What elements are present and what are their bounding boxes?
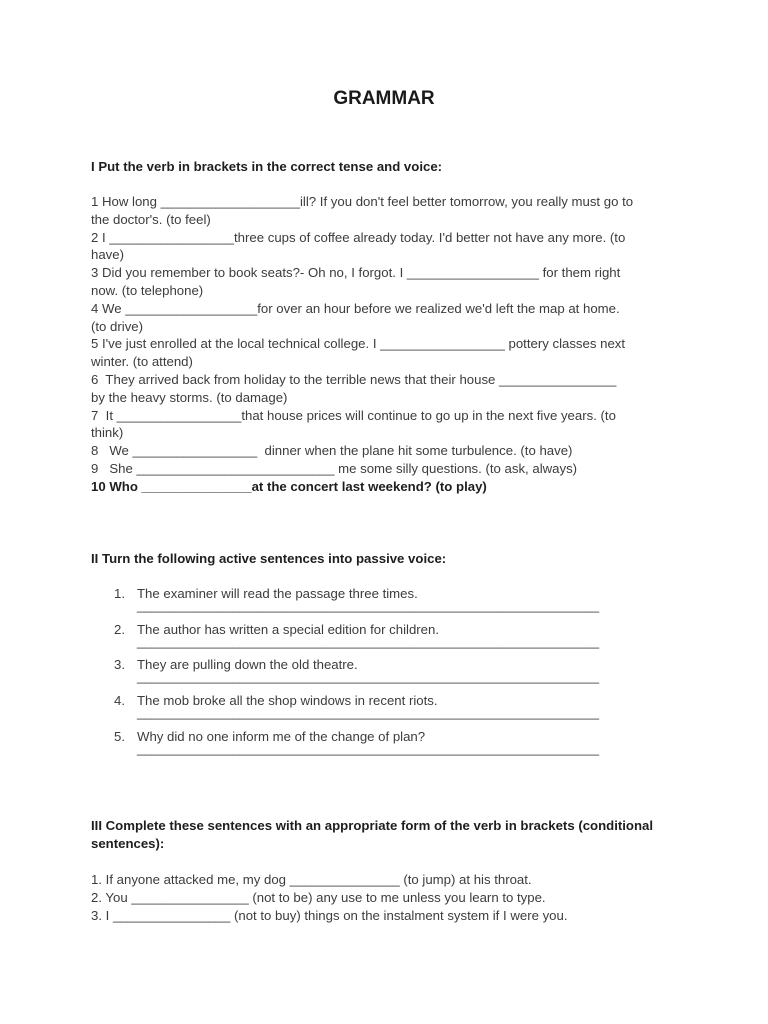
- section2-heading: II Turn the following active sentences into passive voice:: [91, 551, 447, 566]
- section1-line: 7 It _________________that house prices will continue to go up in the next five years. (to: [91, 407, 616, 423]
- item-number: 3.: [114, 657, 125, 672]
- section3-line: 1. If anyone attacked me, my dog _______________ (to jump) at his throat.: [91, 872, 532, 887]
- section3-heading: III Complete these sentences with an appropriate form of the verb in brackets (conditional sentences):: [91, 818, 654, 851]
- section1-line: now. (to telephone): [91, 282, 204, 298]
- item-sentence: The examiner will read the passage three times.: [137, 586, 418, 601]
- item-sentence: The author has written a special edition for children.: [137, 622, 440, 637]
- item-number: 2.: [114, 622, 125, 637]
- page-title: GRAMMAR: [333, 88, 435, 109]
- item-number: 4.: [114, 693, 125, 708]
- section1-heading: I Put the verb in brackets in the correct tense and voice:: [91, 159, 443, 174]
- item-number: 1.: [114, 586, 125, 601]
- item-sentence: They are pulling down the old theatre.: [137, 657, 358, 672]
- section1-line: 1 How long ___________________ill? If you don't feel better tomorrow, you really must go to: [91, 194, 634, 209]
- section3-exercise: [91, 871, 691, 924]
- section1-line: 9 She ___________________________ me some silly questions. (to ask, always): [91, 460, 578, 476]
- section1-exercise: [91, 193, 691, 496]
- item-number: 5.: [114, 729, 125, 744]
- section1-line: 10 Who _______________at the concert last weekend? (to play): [91, 478, 487, 494]
- item-sentence: The mob broke all the shop windows in recent riots.: [137, 693, 438, 708]
- section1-line: have): [91, 247, 124, 263]
- section1-line: by the heavy storms. (to damage): [91, 389, 288, 405]
- section1-line: (to drive): [91, 318, 144, 334]
- section1-line: the doctor's. (to feel): [91, 211, 211, 227]
- section1-line: winter. (to attend): [91, 354, 193, 370]
- section1-line: 8 We _________________ dinner when the plane hit some turbulence. (to have): [91, 443, 573, 459]
- answer-line: _______________________________________________________________: [137, 598, 600, 613]
- answer-line: _______________________________________________________________: [137, 634, 600, 649]
- answer-line: _______________________________________________________________: [137, 669, 600, 684]
- section3-line: 3. I ________________ (not to buy) things on the instalment system if I were you.: [91, 907, 568, 923]
- section3-line: 2. You ________________ (not to be) any use to me unless you learn to type.: [91, 889, 546, 905]
- section1-line: 3 Did you remember to book seats?- Oh no, I forgot. I __________________ for them right: [91, 265, 621, 281]
- answer-line: _______________________________________________________________: [137, 705, 600, 720]
- section1-line: 2 I _________________three cups of coffee already today. I'd better not have any more. (to: [91, 229, 626, 245]
- item-sentence: Why did no one inform me of the change of plan?: [137, 729, 426, 744]
- section1-line: think): [91, 425, 124, 441]
- answer-line: _______________________________________________________________: [137, 741, 600, 756]
- section1-line: 6 They arrived back from holiday to the terrible news that their house ________________: [91, 371, 617, 387]
- section1-line: 5 I've just enrolled at the local technical college. I _________________ pottery classes next: [91, 336, 626, 352]
- section1-line: 4 We __________________for over an hour before we realized we'd left the map at home.: [91, 300, 620, 316]
